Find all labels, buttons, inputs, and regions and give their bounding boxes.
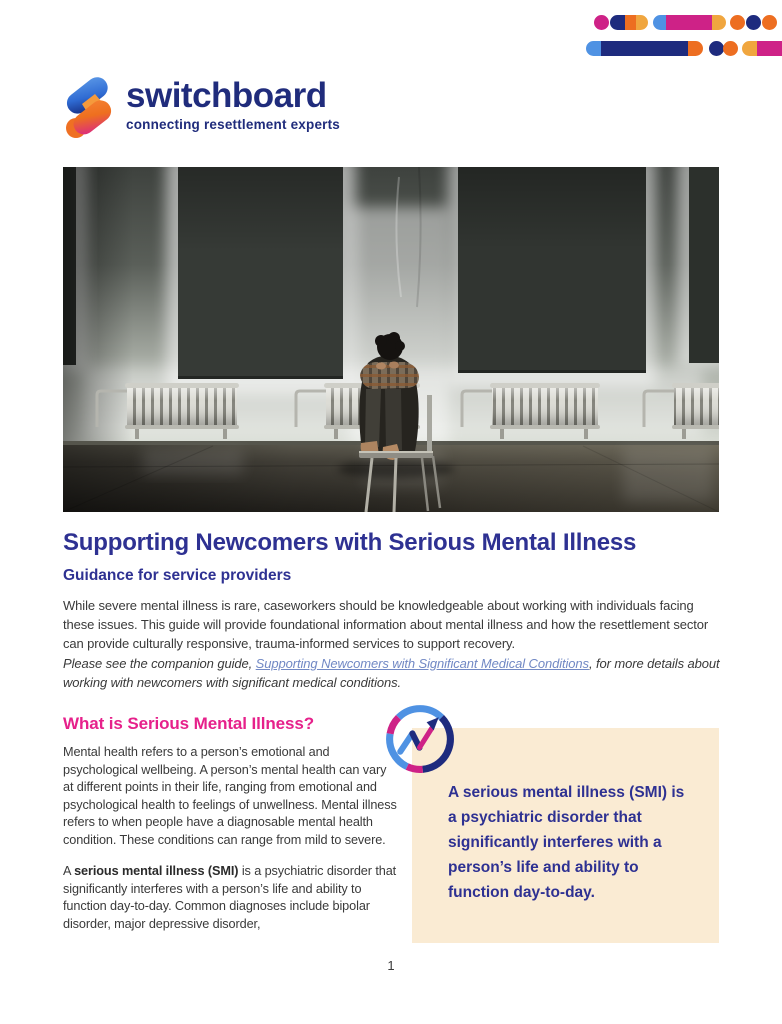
intro-paragraph [63,596,721,653]
section-paragraph-2 [63,863,399,933]
deco-dot [709,41,724,56]
note-prefix: Please see the companion guide, [63,656,256,671]
section-what-is-smi [63,714,399,947]
switchboard-logo [62,74,340,138]
deco-pill [653,15,726,30]
section-paragraph-1: Mental health refers to a person’s emotional and psychological wellbeing. A person’s mental health can vary at different points in their life, ranging from emotional and psychological health to feelings of unwellness. Mental illness refers to when people have a diagnosable mental health condition. These conditions can range from mild to severe. [63,745,397,847]
callout-box [412,728,719,943]
page-number: 1 [387,958,395,973]
deco-pill [610,15,648,30]
page-subtitle: Guidance for service providers [63,567,292,584]
switchboard-logo-icon [62,74,116,138]
deco-dot [730,15,745,30]
intro-text: While severe mental illness is rare, caseworkers should be knowledgeable about working with individuals facing these issues. This guide will provide foundational information about mental illness and how the resettlement sector can provide culturally responsive, trauma-informed services to support recovery. [63,598,709,651]
p2-prefix: A [63,864,75,878]
deco-dot [762,15,777,30]
page-title: Supporting Newcomers with Serious Mental Illness [63,529,637,556]
deco-pill [586,41,703,56]
deco-dot [746,15,761,30]
p2-bold-term: serious mental illness (SMI) [74,864,239,878]
compass-arrow-icon [383,702,457,776]
companion-guide-link[interactable]: Supporting Newcomers with Significant Medical Conditions [255,656,589,671]
section-heading: What is Serious Mental Illness? [63,714,315,733]
p2-suffix: is a psychiatric disorder that significantly interferes with a person’s life and ability to function day-to-day. Common diagnoses include bipolar disorder, major depressive disorder, [63,864,397,931]
hero-photo [63,167,719,512]
logo-wordmark: switchboard [126,76,327,115]
deco-dot [594,15,609,30]
logo-tagline: connecting resettlement experts [126,116,341,132]
hero-photo-scene [63,167,719,512]
note-suffix: , for more details about working with newcomers with significant medical conditions. [63,656,720,690]
deco-dot [723,41,738,56]
companion-note [63,654,721,692]
callout-text: A serious mental illness (SMI) is a psychiatric disorder that significantly interferes with a person’s life and ability to function day-to-day. [448,784,685,901]
deco-pill [742,41,782,56]
